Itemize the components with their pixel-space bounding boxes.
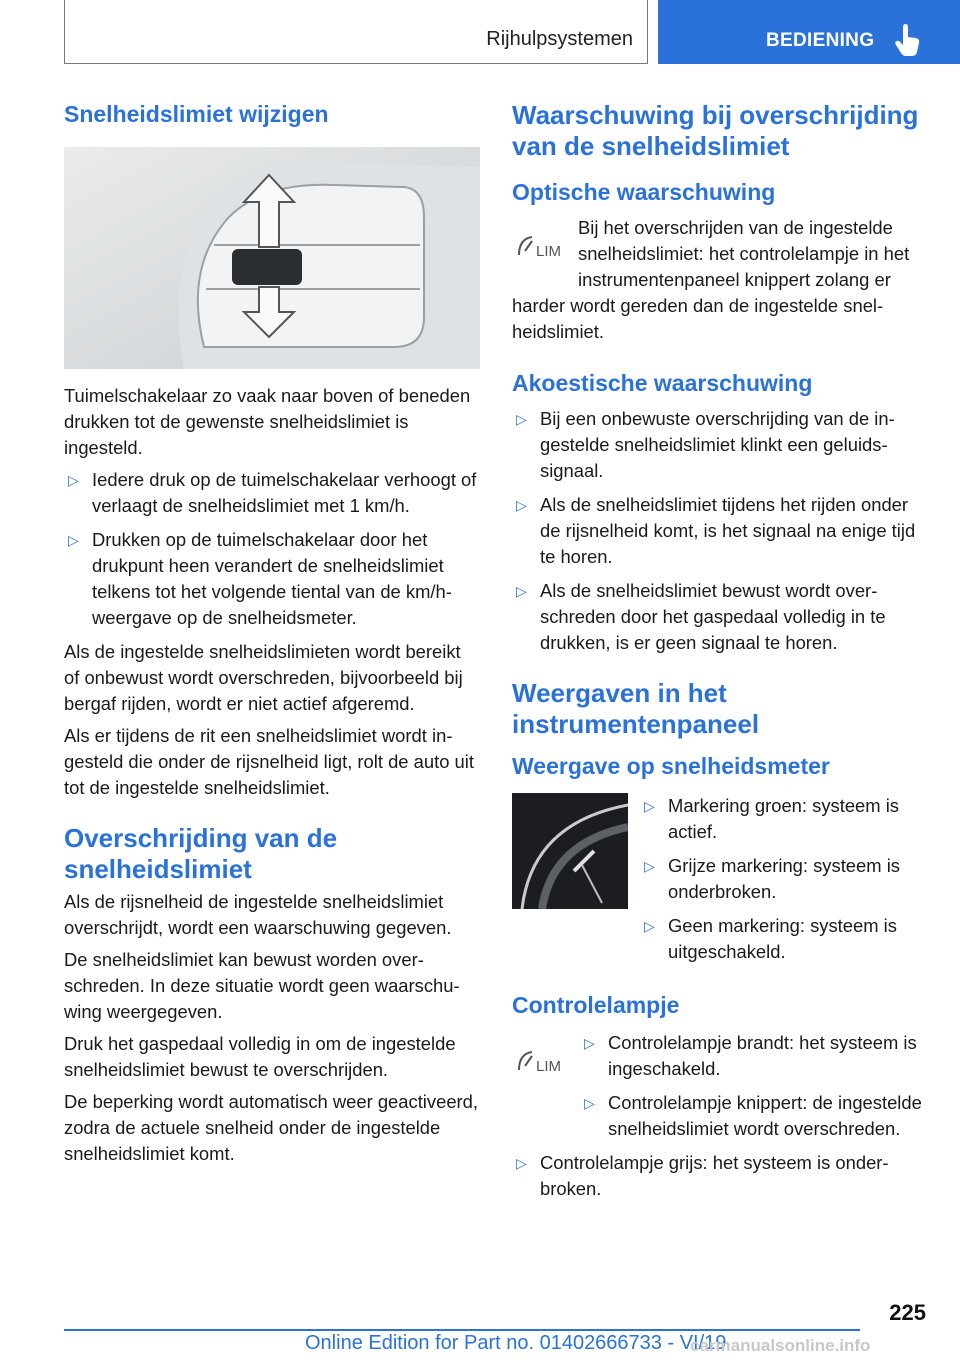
hand-pointer-icon: [894, 24, 920, 56]
list-item: ▷ Controlelampje brandt: het systeem is ingeschakeld.: [584, 1032, 917, 1079]
header-chapter-box: [64, 0, 648, 64]
lim-indicator-icon: [516, 1048, 566, 1074]
list-item: ▷ Markering groen: systeem is actief.: [644, 795, 899, 842]
heading-acoustic: Akoestische waarschuwing: [512, 370, 813, 396]
heading-optical: Optische waarschuwing: [512, 179, 776, 205]
svg-text:LIM: LIM: [536, 1058, 562, 1074]
heading-displays: Weergaven in het instrumentenpaneel: [512, 678, 760, 739]
left-column: [64, 100, 480, 1173]
paragraph: Als de ingestelde snelheidslimieten wordt bereikt of onbewust wordt overschreden, bijvoorbeeld bij bergaf rijden, wordt er niet actief afgeremd.: [64, 641, 463, 714]
list-item: ▷ Controlelampje knippert: de ingestelde snelheidslimiet wordt overschreden.: [584, 1092, 922, 1139]
list-item: ▷ Geen markering: systeem is uitgeschakeld.: [644, 915, 897, 962]
optical-block: [512, 215, 932, 293]
speedometer-photo: [512, 793, 628, 909]
chapter-title: Rijhulpsystemen: [486, 28, 633, 50]
section-title: BEDIENING: [766, 30, 875, 51]
heading-change-limit: Snelheidslimiet wijzigen: [64, 101, 329, 127]
edition-text: Online Edition for Part no. 01402666733 - VI/19: [305, 1332, 727, 1354]
optical-text-b: harder wordt gereden dan de ingestelde snelheidslimiet.: [512, 295, 884, 342]
paragraph: De beperking wordt automatisch weer geactiveerd, zodra de actuele snelheid onder de ingestelde snelheidslimiet komt.: [64, 1091, 479, 1164]
svg-text:LIM: LIM: [536, 243, 562, 259]
list-item: ▷ Als de snelheidslimiet bewust wordt overschreden door het gaspedaal volledig in te drukken, is er geen signaal te horen.: [516, 580, 886, 653]
right-column: [512, 100, 932, 1210]
speedo-block: [512, 793, 932, 965]
list-item: ▷ Grijze markering: systeem is onderbroken.: [644, 855, 900, 902]
paragraph: Druk het gaspedaal volledig in om de ingestelde snelheidslimiet bewust te overschrijden.: [64, 1033, 456, 1080]
paragraph: De snelheidslimiet kan bewust worden overschreden. In deze situatie wordt geen waarschuwing weergegeven.: [64, 949, 460, 1022]
paragraph: Als de rijsnelheid de ingestelde snelheidslimiet overschrijdt, wordt een waarschuwing gegeven.: [64, 891, 452, 938]
lim-indicator-icon: [516, 233, 566, 259]
list-item: ▷ Als de snelheidslimiet tijdens het rijden onder de rijsnelheid komt, is het signaal na enige tijd te horen.: [516, 494, 916, 567]
watermark: carmanualsonline.info: [690, 1336, 871, 1355]
steering-wheel-rocker-photo: [64, 147, 480, 369]
list-item: ▷ Iedere druk op de tuimelschakelaar verhoogt of verlaagt de snelheidslimiet met 1 km/h.: [68, 469, 477, 516]
footer-divider: [64, 1329, 860, 1331]
heading-warning: Waarschuwing bij overschrijding van de snelheidslimiet: [512, 100, 919, 161]
heading-exceed-limit: Overschrijding van de snelheidslimiet: [64, 823, 338, 884]
list-item: ▷ Controlelampje grijs: het systeem is onderbroken.: [516, 1152, 889, 1199]
list-item: ▷ Drukken op de tuimelschakelaar door het drukpunt heen verandert de snelheidslimiet telkens tot het volgende tiental van de km/h-weergave op de snelheidsmeter.: [68, 529, 452, 628]
list-item: ▷ Bij een onbewuste overschrijding van de ingestelde snelheidslimiet klinkt een geluidssignaal.: [516, 408, 895, 481]
optical-text-a: Bij het overschrijden van de ingestelde snelheidslimiet: het controlelampje in het instrumentenpaneel knippert zolang er: [578, 217, 910, 290]
page-number: 225: [889, 1300, 926, 1325]
heading-indicator-lamp: Controlelampje: [512, 992, 680, 1018]
lamp-block: [512, 1030, 932, 1142]
header-section-tab: [658, 0, 960, 64]
intro-text: Tuimelschakelaar zo vaak naar boven of beneden drukken tot de gewenste snelheidslimiet is ingesteld.: [64, 385, 471, 458]
heading-speedometer: Weergave op snelheidsmeter: [512, 753, 830, 779]
paragraph: Als er tijdens de rit een snelheidslimiet wordt ingesteld die onder de rijsnelheid ligt, rolt de auto uit tot de ingestelde snelheidslimiet.: [64, 725, 474, 798]
